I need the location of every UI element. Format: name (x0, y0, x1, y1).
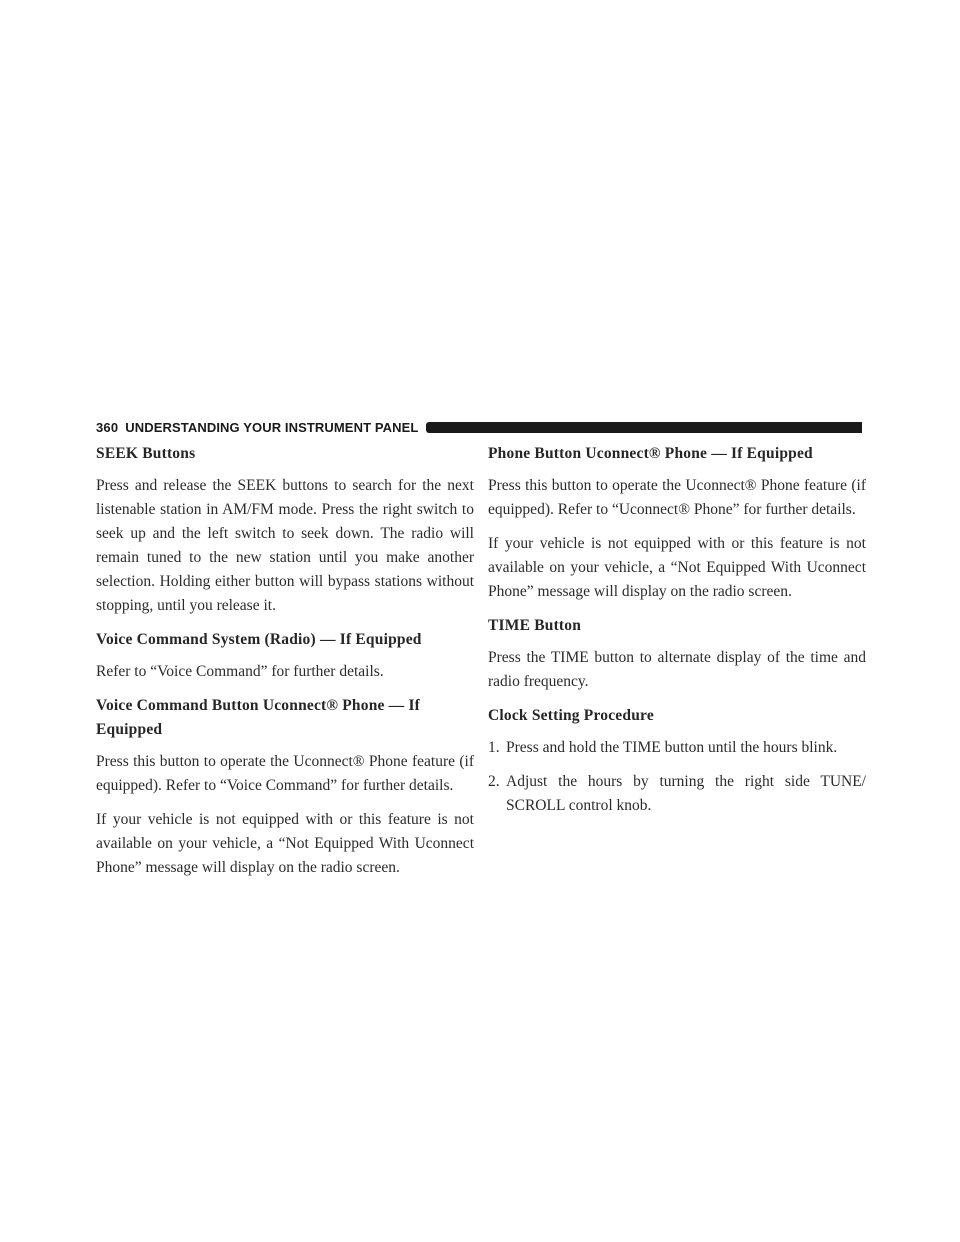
voice-command-radio-heading: Voice Command System (Radio) — If Equipped (96, 631, 422, 648)
time-button-heading: TIME Button (488, 617, 582, 634)
phone-button-note: If your vehicle is not equipped with or this feature is not available on your vehicle, a “Not Equipped With Uconnect Phone” message will display on the radio screen. (488, 535, 866, 600)
phone-button-paragraph: Press this button to operate the Uconnect® Phone feature (if equipped). Refer to “Uconnect® Phone” for further details. (488, 477, 866, 518)
left-column (96, 442, 474, 890)
seek-buttons-heading: SEEK Buttons (96, 445, 196, 462)
step-text: Press and hold the TIME button until the hours blink. (506, 739, 838, 756)
voice-command-button-heading: Voice Command Button Uconnect® Phone — If Equipped (96, 697, 421, 738)
voice-command-radio-paragraph: Refer to “Voice Command” for further details. (96, 663, 384, 680)
step-text: Adjust the hours by turning the right side TUNE/ SCROLL control knob. (506, 773, 866, 814)
time-button-paragraph: Press the TIME button to alternate display of the time and radio frequency. (488, 649, 866, 690)
phone-button-heading: Phone Button Uconnect® Phone — If Equipped (488, 445, 813, 462)
page-header (96, 418, 862, 436)
seek-buttons-paragraph: Press and release the SEEK buttons to search for the next listenable station in AM/FM mode. Press the right switch to seek up and the left switch to seek down. The radio will remain tuned to the new station until you make another selection. Holding either button will bypass stations without stopping, until you release it. (96, 477, 474, 614)
page-number: 360 (96, 419, 119, 435)
voice-command-button-paragraph: Press this button to operate the Uconnect® Phone feature (if equipped). Refer to “Voice Command” for further details. (96, 753, 474, 794)
voice-command-button-note: If your vehicle is not equipped with or this feature is not available on your vehicle, a “Not Equipped With Uconnect Phone” message will display on the radio screen. (96, 811, 474, 876)
clock-setting-heading: Clock Setting Procedure (488, 707, 654, 724)
clock-step-2 (488, 770, 866, 818)
clock-step-1 (488, 736, 866, 760)
header-rule-bar (426, 422, 862, 433)
section-title: UNDERSTANDING YOUR INSTRUMENT PANEL (125, 419, 419, 435)
right-column (488, 442, 866, 828)
step-number: 2. (488, 773, 500, 790)
step-number: 1. (488, 739, 500, 756)
